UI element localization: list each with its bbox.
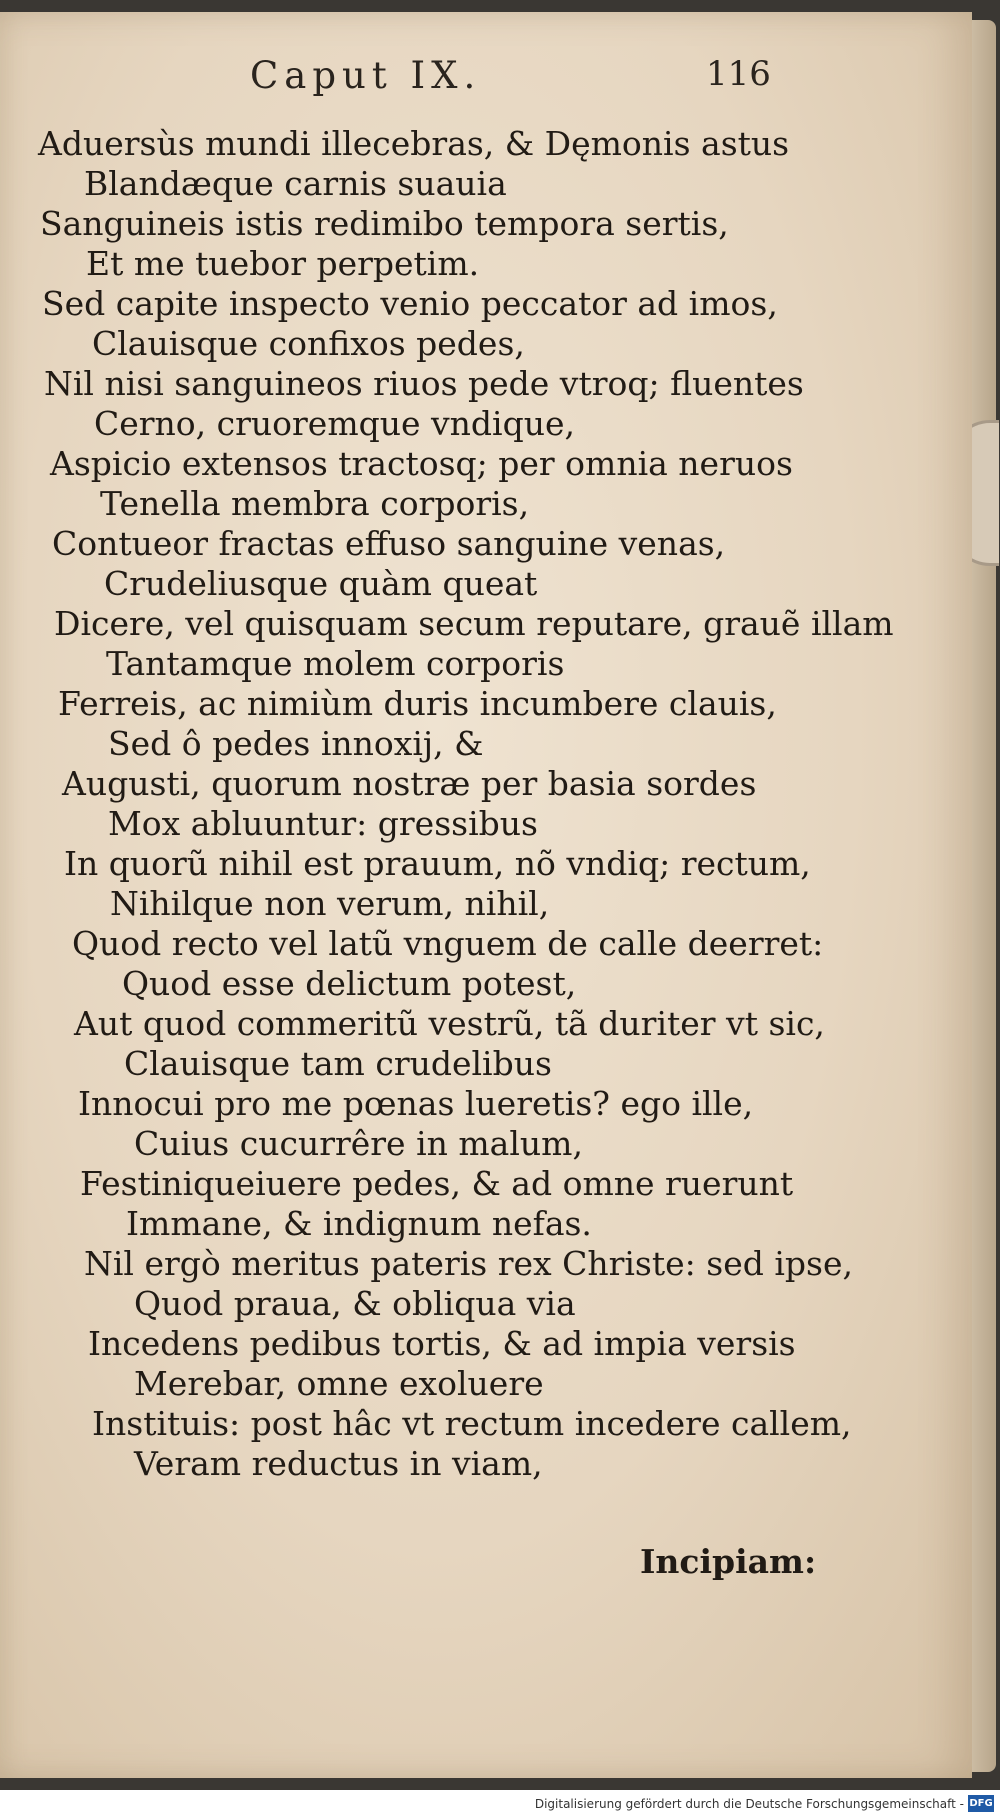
- verse-line: Nil ergò meritus pateris rex Christe: sed ipse,: [84, 1244, 853, 1283]
- verse-line: Aspicio extensos tractosq; per omnia neruos: [50, 444, 793, 483]
- digitization-credit: Digitalisierung gefördert durch die Deutsche Forschungsgemeinschaft -: [534, 1797, 964, 1811]
- verse-line: Cerno, cruoremque vndique,: [94, 404, 575, 443]
- verse-line: Ferreis, ac nimiùm duris incumbere clauis,: [58, 684, 777, 723]
- verse-line: Clauisque confixos pedes,: [92, 324, 525, 363]
- dfg-logo-icon: DFG: [968, 1795, 994, 1812]
- verse-line: Clauisque tam crudelibus: [124, 1044, 552, 1083]
- verse-line: Quod recto vel latũ vnguem de calle deerret:: [72, 924, 824, 963]
- verse-line: Nil nisi sanguineos riuos pede vtroq; fluentes: [44, 364, 804, 403]
- running-header: [0, 54, 972, 114]
- verse-line: Instituis: post hâc vt rectum incedere callem,: [92, 1404, 852, 1443]
- verse-line: Incedens pedibus tortis, & ad impia versis: [88, 1324, 796, 1363]
- verse-line: Aduersùs mundi illecebras, & Dęmonis astus: [38, 124, 790, 163]
- verse-line: Cuius cucurrêre in malum,: [134, 1124, 583, 1163]
- verse-line: Sanguineis istis redimibo tempora sertis,: [40, 204, 729, 243]
- verse-line: Crudeliusque quàm queat: [104, 564, 538, 603]
- chapter-heading: Caput IX.: [250, 54, 482, 97]
- verse-line: Immane, & indignum nefas.: [126, 1204, 592, 1243]
- verse-line: Contueor fractas effuso sanguine venas,: [52, 524, 726, 563]
- book-page: [0, 12, 972, 1778]
- verse-line: Mox abluuntur: gressibus: [108, 804, 538, 843]
- verse-line: Tantamque molem corporis: [106, 644, 565, 683]
- verse-line: Aut quod commeritũ vestrũ, tã duriter vt sic,: [74, 1004, 825, 1043]
- verse-line: Tenella membra corporis,: [100, 484, 530, 523]
- verse-line: Nihilque non verum, nihil,: [110, 884, 550, 923]
- verse-line: Festiniqueiuere pedes, & ad omne ruerunt: [80, 1164, 794, 1203]
- verse-line: Quod esse delictum potest,: [122, 964, 577, 1003]
- verse-line: Sed capite inspecto venio peccator ad imos,: [42, 284, 778, 323]
- verse-line: Dicere, vel quisquam secum reputare, grauẽ illam: [54, 604, 894, 643]
- verse-line: Veram reductus in viam,: [134, 1444, 543, 1483]
- verse-line: Blandæque carnis suauia: [84, 164, 507, 203]
- verse-line: Merebar, omne exoluere: [134, 1364, 544, 1403]
- verse-line: In quorũ nihil est prauum, nõ vndiq; rectum,: [64, 844, 811, 883]
- catchword: Incipiam:: [640, 1542, 817, 1581]
- page-number: 116: [706, 54, 771, 94]
- verse-line: Innocui pro me pœnas lueretis? ego ille,: [78, 1084, 754, 1123]
- verse-line: Quod praua, & obliqua via: [134, 1284, 576, 1323]
- verse-line: Sed ô pedes innoxij, &: [108, 724, 484, 763]
- verse-line: Augusti, quorum nostræ per basia sordes: [62, 764, 757, 803]
- verse-line: Et me tuebor perpetim.: [86, 244, 480, 283]
- credit-bar: [0, 1790, 1000, 1820]
